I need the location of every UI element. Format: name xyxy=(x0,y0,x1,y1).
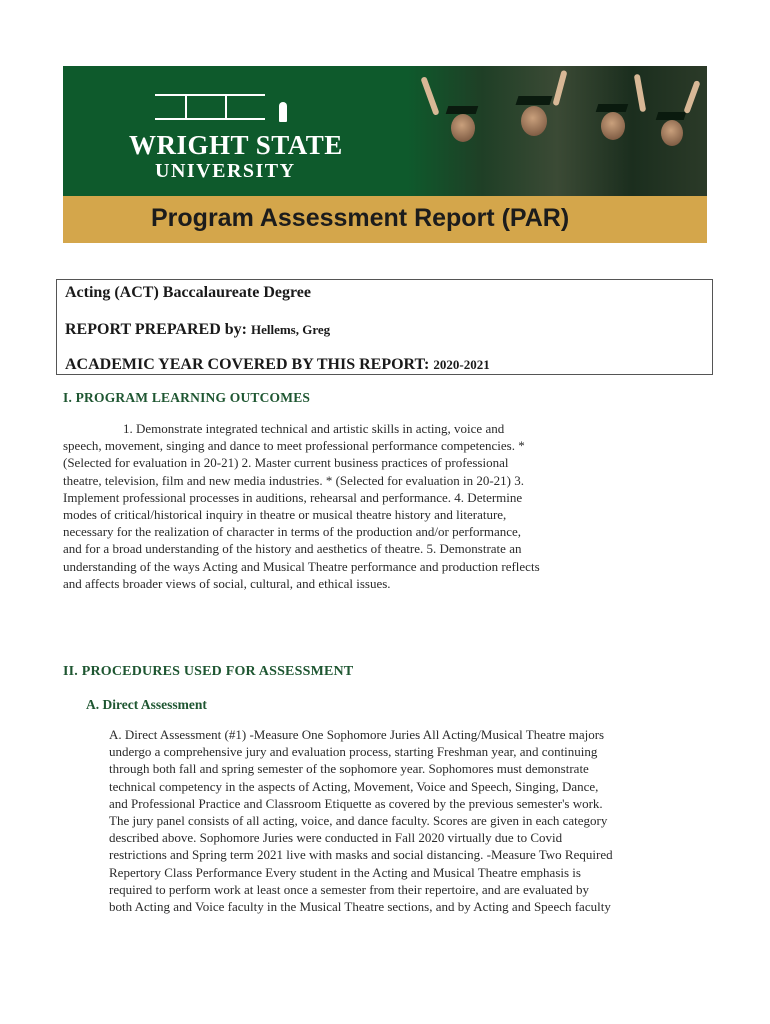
wright-flyer-logo-icon xyxy=(155,94,265,120)
procedures-heading: II. PROCEDURES USED FOR ASSESSMENT xyxy=(63,664,354,679)
direct-assessment-paragraph: A. Direct Assessment (#1) -Measure One Sophomore Juries All Acting/Musical Theatre majors undergo a comprehensive jury and evaluation process, starting Freshman year, and continuing through both fall and spring semester of the sophomore year. Sophomores must demonstrate technical competency in the aspects of Acting, Movement, Voice and Speech, Singing, Dance, and Professional Practice and Classroom Etiquette as covered by the previous semester's work. The jury panel consists of all acting, voice, and dance faculty. Scores are given in each category described above. Sophomore Juries were conducted in Fall 2020 virtually due to Covid restrictions and Spring term 2021 live with masks and social distancing. -Measure Two Required Repertory Class Performance Every student in the Acting and Musical Theatre emphasis is required to perform work at least once a semester from their repertoire, and are evaluated by both Acting and Voice faculty in the Musical Theatre sections, and by Acting and Speech faculty xyxy=(109,727,613,915)
graduation-photo xyxy=(407,66,707,196)
banner-gold-panel xyxy=(63,196,707,243)
academic-year-value: 2020-2021 xyxy=(433,357,490,372)
logo-wordmark-line1: WRIGHT STATE xyxy=(129,130,343,160)
outcomes-paragraph: 1. Demonstrate integrated technical and artistic skills in acting, voice and speech, movement, singing and dance to meet professional performance competencies. * (Selected for evaluation in 20-21) 2. Master current business practices of professional theatre, television, film and new media industries. * (Selected for evaluation in 20-21) 3. Implement professional processes in auditions, rehearsal and performance. 4. Determine modes of critical/historical inquiry in theatre or musical theatre history and literature, necessary for the realization of character in terms of the production and/or performance, and for a broad understanding of the history and aesthetics of theatre. 5. Demonstrate an understanding of the ways Acting and Musical Theatre performance and production reflects and affects broader views of social, cultural, and ethical issues. xyxy=(63,421,540,591)
prepared-by-label: REPORT PREPARED by: xyxy=(65,321,247,338)
banner-green-panel xyxy=(63,66,707,196)
direct-assessment-heading: A. Direct Assessment xyxy=(86,697,207,712)
report-info-box xyxy=(56,279,713,375)
prepared-by-row xyxy=(65,321,330,339)
academic-year-label: ACADEMIC YEAR COVERED BY THIS REPORT: xyxy=(65,356,430,373)
prepared-by-value: Hellems, Greg xyxy=(250,322,331,337)
logo-figure-icon xyxy=(279,102,287,122)
academic-year-row xyxy=(65,356,490,374)
report-banner xyxy=(63,66,707,243)
logo-wordmark-line2: UNIVERSITY xyxy=(155,160,296,182)
outcomes-heading: I. PROGRAM LEARNING OUTCOMES xyxy=(63,390,311,405)
report-title: Program Assessment Report (PAR) xyxy=(151,204,570,232)
degree-name: Acting (ACT) Baccalaureate Degree xyxy=(65,284,311,301)
